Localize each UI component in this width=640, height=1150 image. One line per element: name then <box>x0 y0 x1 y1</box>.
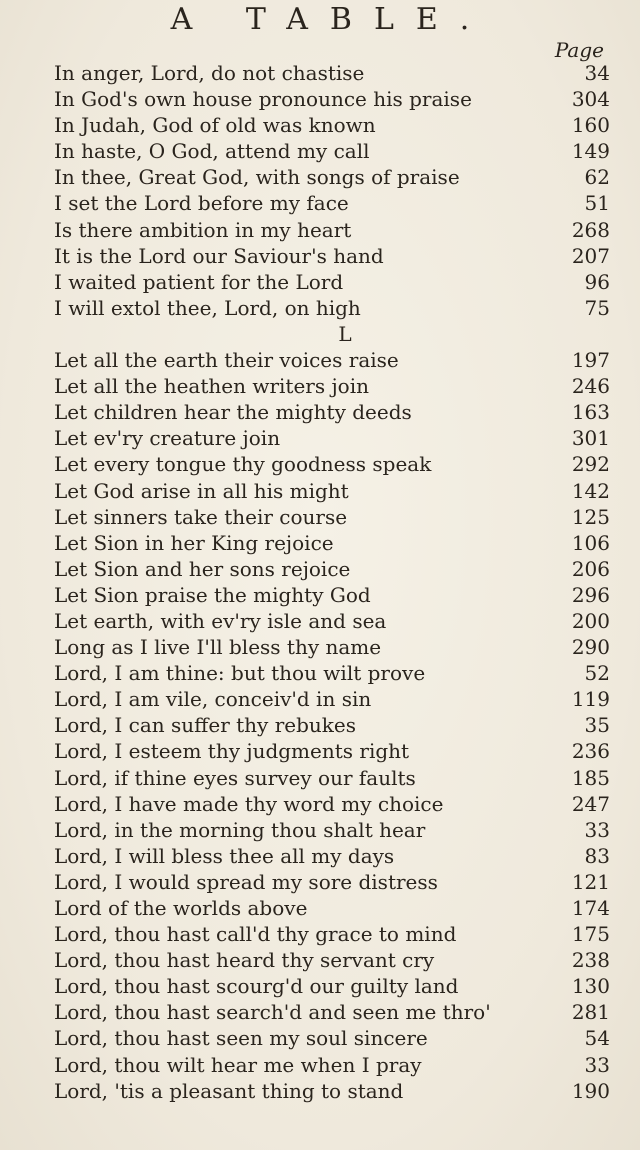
index-entry <box>54 712 610 738</box>
index-entry <box>54 634 610 660</box>
index-entry <box>54 921 610 947</box>
entry-title: Lord, I have made thy word my choice <box>54 791 444 816</box>
index-entry <box>54 791 610 817</box>
index-entry <box>54 817 610 843</box>
entry-page-number: 163 <box>571 400 610 425</box>
entry-page-number: 200 <box>571 608 610 633</box>
entry-page-number: 149 <box>571 139 610 164</box>
index-entry <box>54 686 610 712</box>
entry-page-number: 160 <box>571 113 610 138</box>
entry-title: In thee, Great God, with songs of praise <box>54 165 460 190</box>
entry-page-number: 247 <box>571 791 610 816</box>
entry-page-number: 206 <box>571 556 610 581</box>
index-entry <box>54 86 610 112</box>
entry-title: Let Sion in her King rejoice <box>54 530 334 555</box>
index-entry <box>54 138 610 164</box>
entry-page-number: 119 <box>571 687 610 712</box>
entry-title: Lord, thou hast call'd thy grace to mind <box>54 922 457 947</box>
index-entry <box>54 660 610 686</box>
entry-page-number: 142 <box>571 478 610 503</box>
index-entry <box>54 347 610 373</box>
entry-title: In Judah, God of old was known <box>54 113 376 138</box>
entry-title: Let Sion and her sons rejoice <box>54 556 351 581</box>
entry-page-number: 301 <box>571 426 610 451</box>
entry-title: Lord, I can suffer thy rebukes <box>54 713 357 738</box>
entry-title: Let earth, with ev'ry isle and sea <box>54 608 387 633</box>
index-entry <box>54 164 610 190</box>
entry-page-number: 296 <box>571 582 610 607</box>
entry-page-number: 96 <box>584 269 610 294</box>
index-entry <box>54 190 610 216</box>
entry-page-number: 304 <box>571 87 610 112</box>
index-entry <box>54 399 610 425</box>
index-entry <box>54 869 610 895</box>
entry-title: Lord, thou wilt hear me when I pray <box>54 1052 422 1077</box>
entry-page-number: 51 <box>584 191 610 216</box>
entry-title: Lord, in the morning thou shalt hear <box>54 817 426 842</box>
index-entry <box>54 843 610 869</box>
entry-title: Lord, thou hast search'd and seen me thro' <box>54 1000 491 1025</box>
entry-page-number: 281 <box>571 1000 610 1025</box>
index-entry <box>54 60 610 86</box>
index-entry <box>54 608 610 634</box>
entry-title: Is there ambition in my heart <box>54 217 352 242</box>
entry-title: Lord, thou hast scourg'd our guilty land <box>54 974 459 999</box>
entry-page-number: 290 <box>571 635 610 660</box>
entry-title: Lord, I am vile, conceiv'd in sin <box>54 687 372 712</box>
index-entry <box>54 530 610 556</box>
index-entry <box>54 765 610 791</box>
entry-page-number: 33 <box>584 817 610 842</box>
entry-page-number: 106 <box>571 530 610 555</box>
entry-title: I set the Lord before my face <box>54 191 349 216</box>
entry-title: In haste, O God, attend my call <box>54 139 370 164</box>
index-entry <box>54 556 610 582</box>
index-entry <box>54 973 610 999</box>
index-entry <box>54 295 610 321</box>
index-entry <box>54 1052 610 1078</box>
index-list <box>54 60 610 1104</box>
entry-page-number: 52 <box>584 661 610 686</box>
entry-page-number: 33 <box>584 1052 610 1077</box>
entry-title: Let sinners take their course <box>54 504 348 529</box>
index-entry <box>54 504 610 530</box>
entry-page-number: 246 <box>571 374 610 399</box>
entry-page-number: 130 <box>571 974 610 999</box>
entry-title: In God's own house pronounce his praise <box>54 87 472 112</box>
section-letter-label: L <box>338 321 352 346</box>
entry-title: Lord, thou hast heard thy servant cry <box>54 948 435 973</box>
index-entry <box>54 478 610 504</box>
entry-page-number: 207 <box>571 243 610 268</box>
entry-title: Let ev'ry creature join <box>54 426 281 451</box>
entry-title: Lord, thou hast seen my soul sincere <box>54 1026 428 1051</box>
entry-page-number: 236 <box>571 739 610 764</box>
entry-title: Lord, 'tis a pleasant thing to stand <box>54 1078 404 1103</box>
entry-title: Let children hear the mighty deeds <box>54 400 412 425</box>
entry-title: Lord of the worlds above <box>54 896 308 920</box>
entry-title: Lord, I will bless thee all my days <box>54 843 395 868</box>
entry-page-number: 292 <box>571 452 610 477</box>
entry-page-number: 268 <box>571 217 610 242</box>
entry-title: Lord, I am thine: but thou wilt prove <box>54 661 426 686</box>
entry-title: Let Sion praise the mighty God <box>54 582 371 607</box>
entry-page-number: 121 <box>571 869 610 894</box>
index-entry <box>54 582 610 608</box>
entry-page-number: 34 <box>584 61 610 85</box>
entry-page-number: 185 <box>571 765 610 790</box>
entry-title: Let all the heathen writers join <box>54 374 369 399</box>
index-entry <box>54 947 610 973</box>
entry-page-number: 62 <box>584 165 610 190</box>
entry-page-number: 190 <box>571 1078 610 1103</box>
entry-title: Long as I live I'll bless thy name <box>54 635 382 660</box>
entry-title: It is the Lord our Saviour's hand <box>54 243 384 268</box>
index-entry <box>54 1078 610 1104</box>
index-entry <box>54 269 610 295</box>
entry-title: Let God arise in all his might <box>54 478 349 503</box>
entry-title: I waited patient for the Lord <box>54 269 344 294</box>
entry-page-number: 175 <box>571 922 610 947</box>
entry-page-number: 197 <box>571 348 610 373</box>
index-entry <box>54 1025 610 1051</box>
entry-page-number: 35 <box>584 713 610 738</box>
entry-title: Lord, I esteem thy judgments right <box>54 739 410 764</box>
section-letter <box>54 321 610 347</box>
entry-page-number: 83 <box>584 843 610 868</box>
entry-page-number: 125 <box>571 504 610 529</box>
entry-page-number: 54 <box>584 1026 610 1051</box>
entry-page-number: 174 <box>571 896 610 920</box>
index-entry <box>54 895 610 921</box>
entry-title: Let all the earth their voices raise <box>54 348 399 373</box>
page-column-label: Page <box>554 38 604 62</box>
page-title: A TABLE. <box>170 2 492 37</box>
entry-title: Lord, if thine eyes survey our faults <box>54 765 416 790</box>
index-entry <box>54 999 610 1025</box>
entry-page-number: 238 <box>571 948 610 973</box>
index-entry <box>54 112 610 138</box>
index-entry <box>54 738 610 764</box>
index-entry <box>54 451 610 477</box>
index-entry <box>54 217 610 243</box>
entry-title: In anger, Lord, do not chastise <box>54 61 365 85</box>
index-entry <box>54 243 610 269</box>
entry-title: I will extol thee, Lord, on high <box>54 295 361 320</box>
index-entry <box>54 373 610 399</box>
entry-page-number: 75 <box>584 295 610 320</box>
entry-title: Lord, I would spread my sore distress <box>54 869 438 894</box>
entry-title: Let every tongue thy goodness speak <box>54 452 432 477</box>
index-entry <box>54 425 610 451</box>
